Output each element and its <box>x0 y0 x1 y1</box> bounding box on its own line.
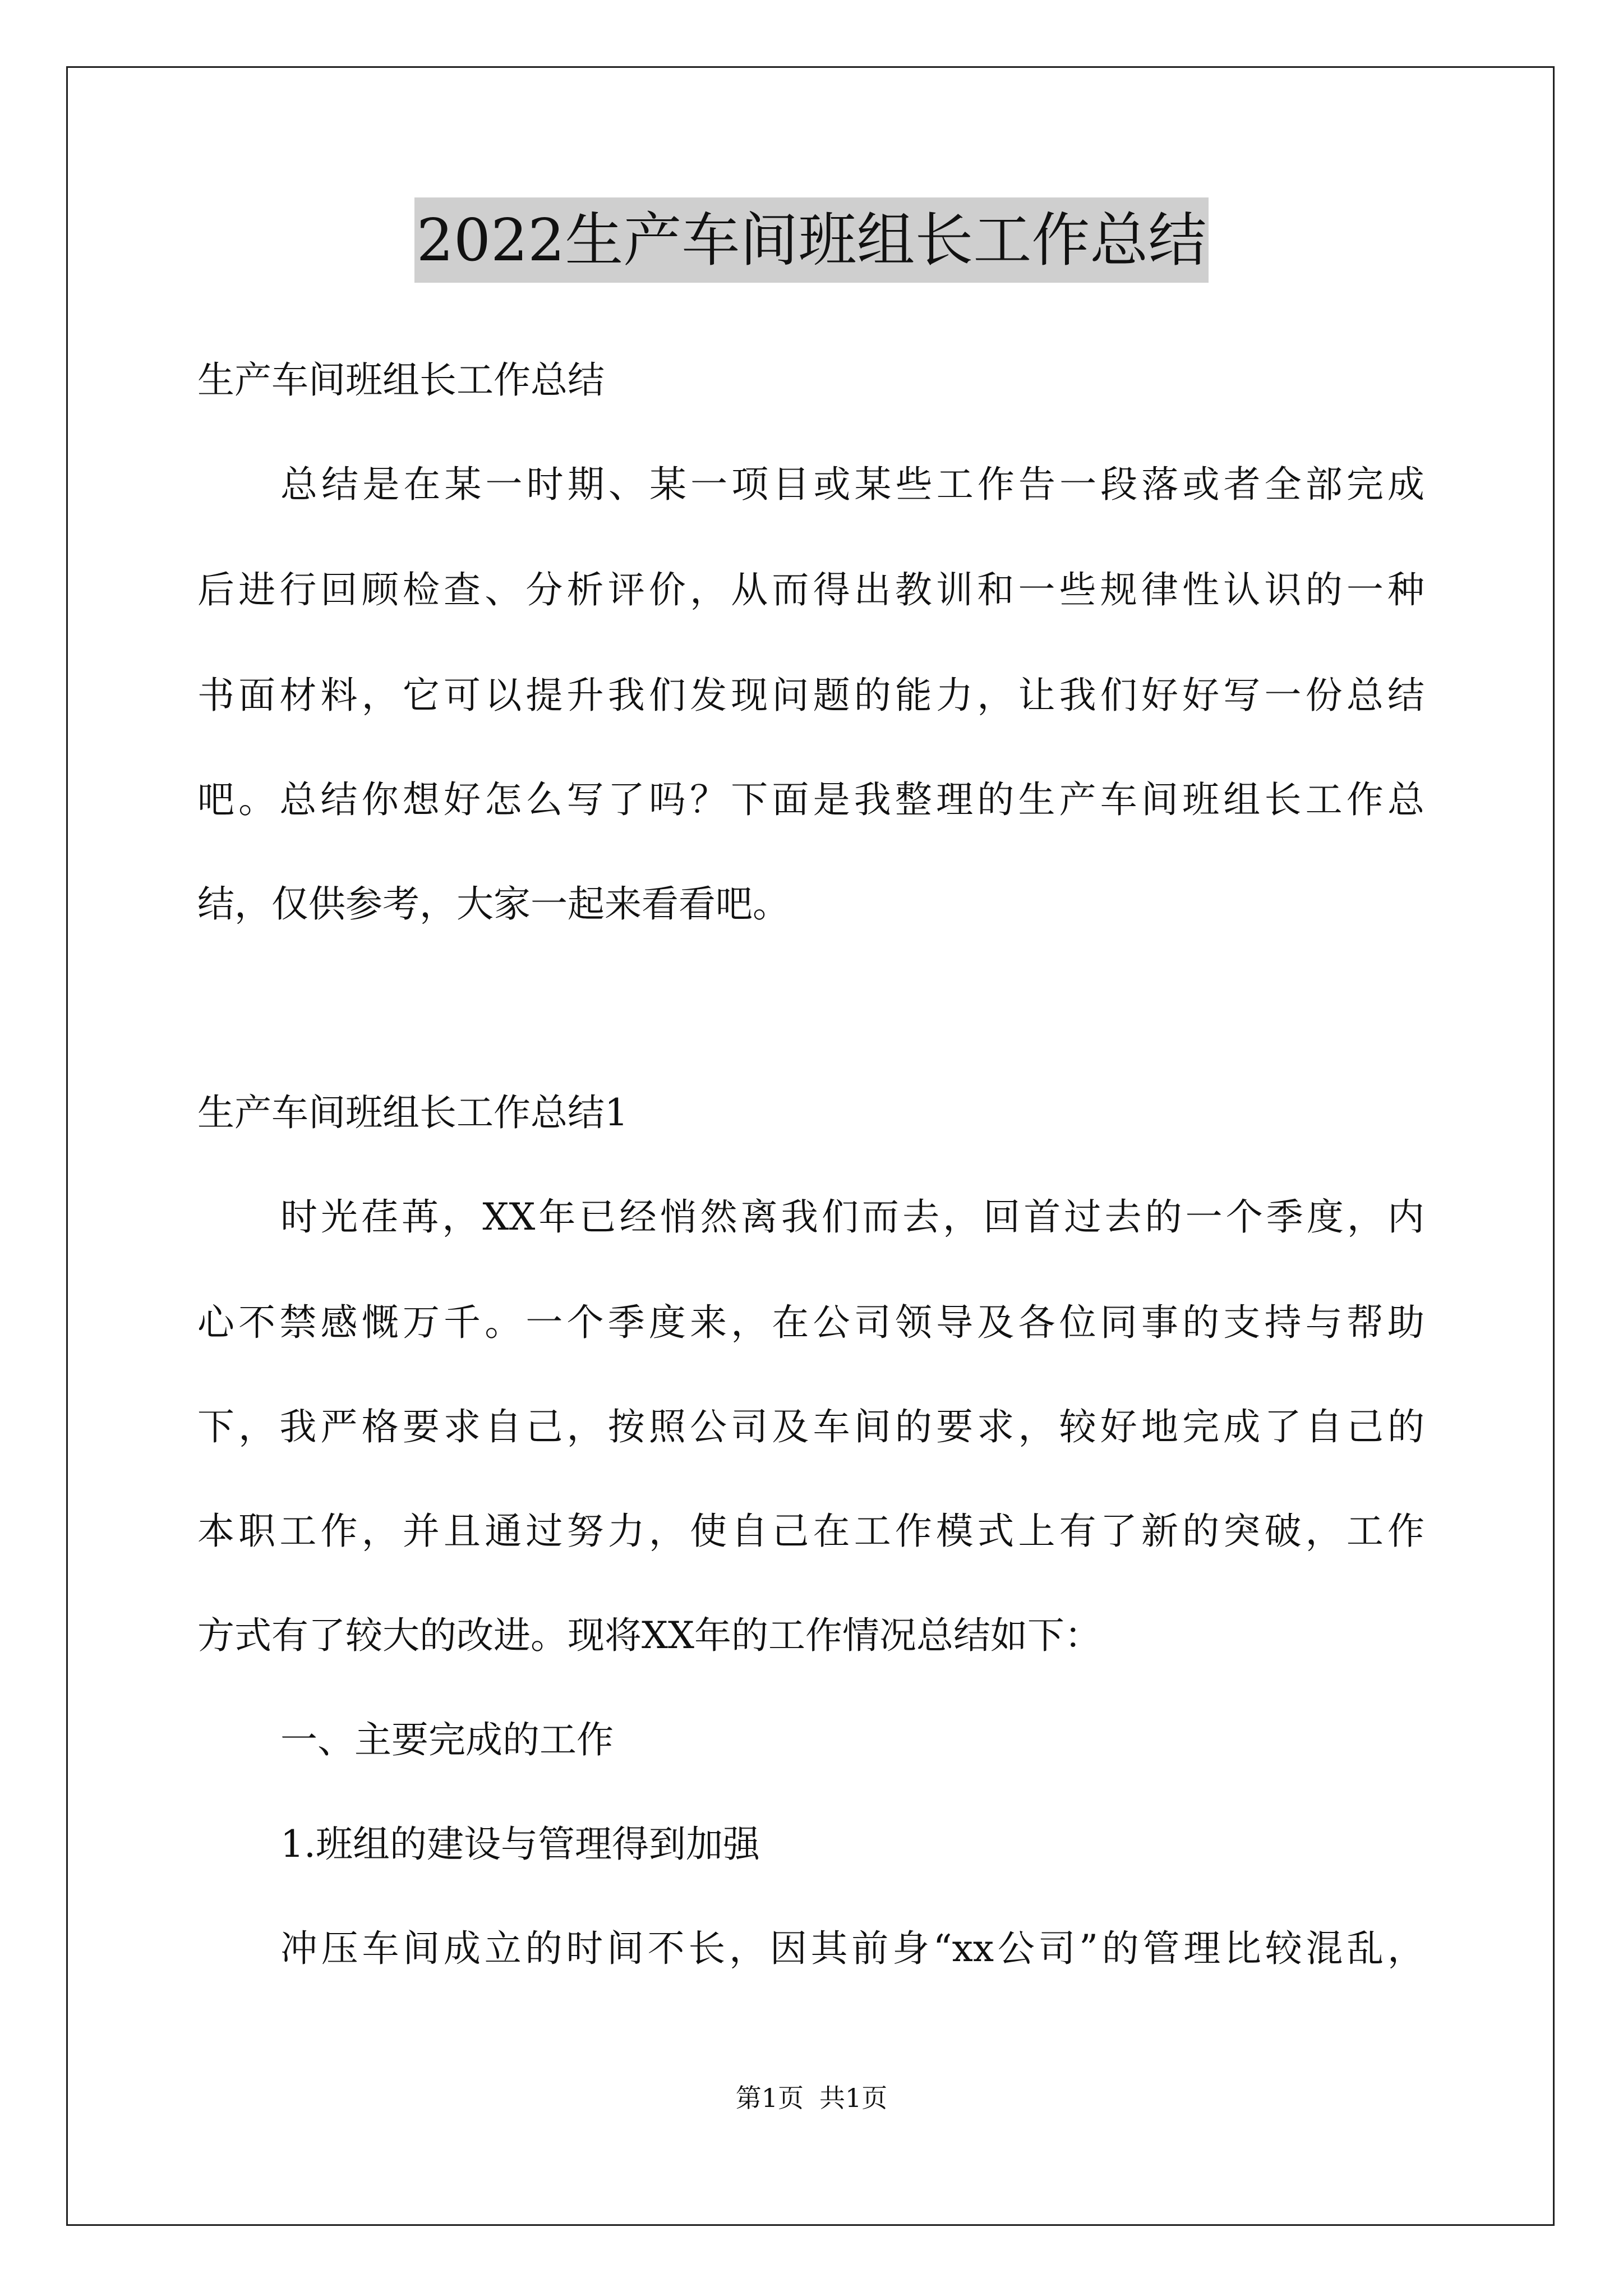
body-line-3: 下，我严格要求自己，按照公司及车间的要求，较好地完成了自己的 <box>197 1405 1424 1448</box>
body-line-1: 时光荏苒，XX年已经悄然离我们而去，回首过去的一个季度，内 <box>280 1195 1424 1239</box>
intro-line-3: 书面材料，它可以提升我们发现问题的能力，让我们好好写一份总结 <box>197 674 1424 717</box>
page-number-total: 共1页 <box>819 2083 888 2113</box>
title-container <box>0 197 1623 283</box>
intro-line-5: 结，仅供参考，大家一起来看看吧。 <box>197 882 790 926</box>
subheading-main-work: 一、主要完成的工作 <box>280 1718 614 1761</box>
page-number-current: 第1页 <box>735 2083 804 2113</box>
intro-line-2: 后进行回顾检查、分析评价，从而得出教训和一些规律性认识的一种 <box>197 568 1424 611</box>
section-heading: 生产车间班组长工作总结1 <box>197 1091 628 1134</box>
intro-line-4: 吧。总结你想好怎么写了吗？下面是我整理的生产车间班组长工作总 <box>197 778 1424 821</box>
body-last-line: 冲压车间成立的时间不长，因其前身“xx公司”的管理比较混乱， <box>280 1927 1424 1970</box>
body-line-4: 本职工作，并且通过努力，使自己在工作模式上有了新的突破，工作 <box>197 1510 1424 1553</box>
body-line-2: 心不禁感慨万千。一个季度来，在公司领导及各位同事的支持与帮助 <box>197 1301 1424 1344</box>
document-subtitle: 生产车间班组长工作总结 <box>197 358 605 402</box>
body-line-5: 方式有了较大的改进。现将XX年的工作情况总结如下： <box>197 1614 1101 1657</box>
page-footer <box>0 2081 1623 2115</box>
document-title: 2022生产车间班组长工作总结 <box>414 197 1209 283</box>
subheading-team-building: 1.班组的建设与管理得到加强 <box>280 1823 760 1866</box>
intro-line-1: 总结是在某一时期、某一项目或某些工作告一段落或者全部完成 <box>280 463 1424 506</box>
